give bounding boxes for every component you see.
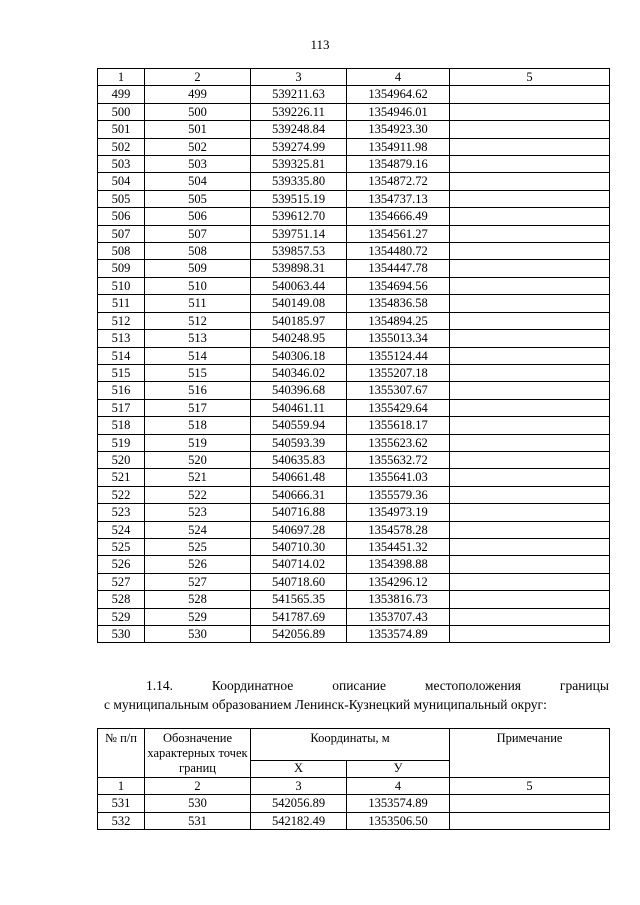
table-cell: 539211.63 bbox=[251, 86, 347, 103]
table-cell: 513 bbox=[145, 330, 251, 347]
table-cell: 540396.68 bbox=[251, 382, 347, 399]
table-cell: 499 bbox=[145, 86, 251, 103]
table-row bbox=[98, 626, 610, 643]
column-number: 1 bbox=[98, 778, 145, 795]
table-cell: 517 bbox=[145, 399, 251, 416]
table-cell: 539248.84 bbox=[251, 121, 347, 138]
table-cell: 502 bbox=[98, 138, 145, 155]
table-cell: 506 bbox=[98, 208, 145, 225]
table-cell: 539335.80 bbox=[251, 173, 347, 190]
table-row bbox=[98, 225, 610, 242]
table-cell: 508 bbox=[145, 243, 251, 260]
table-cell: 539898.31 bbox=[251, 260, 347, 277]
section-word: Координатное bbox=[211, 678, 294, 693]
table-cell: 542056.89 bbox=[251, 795, 347, 812]
table-cell bbox=[450, 504, 610, 521]
table-cell: 532 bbox=[98, 812, 145, 829]
header-coordinates: Координаты, м bbox=[251, 729, 450, 761]
table-cell: 502 bbox=[145, 138, 251, 155]
coordinates-table bbox=[97, 68, 610, 643]
table-cell bbox=[450, 538, 610, 555]
table-cell: 1353707.43 bbox=[347, 608, 450, 625]
table-cell: 503 bbox=[145, 156, 251, 173]
table-cell bbox=[450, 795, 610, 812]
section-word: описание bbox=[332, 678, 387, 693]
table-cell: 513 bbox=[98, 330, 145, 347]
table-cell: 1354923.30 bbox=[347, 121, 450, 138]
table-cell: 510 bbox=[145, 277, 251, 294]
section-title bbox=[104, 676, 609, 714]
table-cell: 525 bbox=[145, 538, 251, 555]
table-row bbox=[98, 330, 610, 347]
table-cell: 1354737.13 bbox=[347, 190, 450, 207]
table-cell bbox=[450, 486, 610, 503]
table-row bbox=[98, 208, 610, 225]
boundary-table bbox=[97, 728, 610, 830]
table-cell: 1355207.18 bbox=[347, 364, 450, 381]
table-row bbox=[98, 399, 610, 416]
table-row bbox=[98, 347, 610, 364]
table-cell: 527 bbox=[145, 573, 251, 590]
table-cell: 540716.88 bbox=[251, 504, 347, 521]
table-cell: 521 bbox=[145, 469, 251, 486]
table-cell bbox=[450, 451, 610, 468]
table-cell: 1354694.56 bbox=[347, 277, 450, 294]
table-cell bbox=[450, 434, 610, 451]
table-cell: 507 bbox=[98, 225, 145, 242]
table-cell bbox=[450, 417, 610, 434]
table-cell bbox=[450, 121, 610, 138]
table-row bbox=[98, 156, 610, 173]
column-number-row bbox=[98, 778, 610, 795]
column-number: 2 bbox=[145, 778, 251, 795]
table-row bbox=[98, 538, 610, 555]
section-title-line-1 bbox=[104, 676, 609, 695]
table-cell: 540248.95 bbox=[251, 330, 347, 347]
table-cell: 505 bbox=[145, 190, 251, 207]
table-cell bbox=[450, 364, 610, 381]
header-note: Примечание bbox=[450, 729, 610, 778]
table-cell: 515 bbox=[145, 364, 251, 381]
column-number: 2 bbox=[145, 69, 251, 86]
table-row bbox=[98, 812, 610, 829]
table-cell bbox=[450, 330, 610, 347]
table-cell: 1354666.49 bbox=[347, 208, 450, 225]
table-cell: 1355429.64 bbox=[347, 399, 450, 416]
table-cell bbox=[450, 626, 610, 643]
table-row bbox=[98, 486, 610, 503]
table-cell: 499 bbox=[98, 86, 145, 103]
table-cell: 519 bbox=[145, 434, 251, 451]
table-cell bbox=[450, 190, 610, 207]
table-cell: 540346.02 bbox=[251, 364, 347, 381]
table-cell: 1354836.58 bbox=[347, 295, 450, 312]
table-cell: 514 bbox=[98, 347, 145, 364]
table-cell bbox=[450, 573, 610, 590]
table-cell: 540306.18 bbox=[251, 347, 347, 364]
table-row bbox=[98, 521, 610, 538]
table-cell: 540185.97 bbox=[251, 312, 347, 329]
table-cell: 1355124.44 bbox=[347, 347, 450, 364]
table-cell: 530 bbox=[98, 626, 145, 643]
table-cell: 540593.39 bbox=[251, 434, 347, 451]
column-number: 3 bbox=[251, 778, 347, 795]
table-cell: 1354447.78 bbox=[347, 260, 450, 277]
table-row bbox=[98, 190, 610, 207]
table-cell bbox=[450, 556, 610, 573]
column-number: 3 bbox=[251, 69, 347, 86]
table-cell: 1354296.12 bbox=[347, 573, 450, 590]
table-cell: 508 bbox=[98, 243, 145, 260]
table-cell: 522 bbox=[145, 486, 251, 503]
table-cell: 522 bbox=[98, 486, 145, 503]
table-cell: 520 bbox=[98, 451, 145, 468]
table-cell: 507 bbox=[145, 225, 251, 242]
table-row bbox=[98, 434, 610, 451]
column-number: 5 bbox=[450, 778, 610, 795]
table-cell: 1354578.28 bbox=[347, 521, 450, 538]
table-cell: 540149.08 bbox=[251, 295, 347, 312]
table-cell: 528 bbox=[98, 591, 145, 608]
table-cell: 540718.60 bbox=[251, 573, 347, 590]
table-row bbox=[98, 504, 610, 521]
table-row bbox=[98, 277, 610, 294]
table-cell: 541565.35 bbox=[251, 591, 347, 608]
table-cell: 510 bbox=[98, 277, 145, 294]
table-cell bbox=[450, 608, 610, 625]
table-cell: 518 bbox=[145, 417, 251, 434]
table-cell: 539857.53 bbox=[251, 243, 347, 260]
table-cell: 1354911.98 bbox=[347, 138, 450, 155]
table-cell: 1355618.17 bbox=[347, 417, 450, 434]
table-cell: 1355632.72 bbox=[347, 451, 450, 468]
table-cell: 540714.02 bbox=[251, 556, 347, 573]
table-cell: 1355623.62 bbox=[347, 434, 450, 451]
table-cell: 524 bbox=[145, 521, 251, 538]
column-number: 1 bbox=[98, 69, 145, 86]
table-cell: 524 bbox=[98, 521, 145, 538]
table-cell bbox=[450, 138, 610, 155]
table-cell bbox=[450, 591, 610, 608]
table-row bbox=[98, 382, 610, 399]
table-cell: 518 bbox=[98, 417, 145, 434]
table-cell: 1353574.89 bbox=[347, 795, 450, 812]
table-cell: 517 bbox=[98, 399, 145, 416]
table-cell: 501 bbox=[145, 121, 251, 138]
table-cell bbox=[450, 277, 610, 294]
table-row bbox=[98, 260, 610, 277]
table-cell bbox=[450, 812, 610, 829]
section-word: местоположения bbox=[424, 678, 522, 693]
table-cell: 1354561.27 bbox=[347, 225, 450, 242]
table-cell bbox=[450, 225, 610, 242]
table-cell: 515 bbox=[98, 364, 145, 381]
table-cell: 1354964.62 bbox=[347, 86, 450, 103]
table-cell: 505 bbox=[98, 190, 145, 207]
table-cell: 509 bbox=[145, 260, 251, 277]
table-cell: 501 bbox=[98, 121, 145, 138]
table-row bbox=[98, 103, 610, 120]
table-cell: 540461.11 bbox=[251, 399, 347, 416]
table-cell: 1355307.67 bbox=[347, 382, 450, 399]
table-cell: 1354894.25 bbox=[347, 312, 450, 329]
column-number: 4 bbox=[347, 778, 450, 795]
table-cell: 539515.19 bbox=[251, 190, 347, 207]
table-row bbox=[98, 417, 610, 434]
table-row bbox=[98, 86, 610, 103]
table-cell: 529 bbox=[145, 608, 251, 625]
table-row bbox=[98, 451, 610, 468]
table-cell: 540661.48 bbox=[251, 469, 347, 486]
table-cell bbox=[450, 260, 610, 277]
table-cell: 1353574.89 bbox=[347, 626, 450, 643]
table-row bbox=[98, 573, 610, 590]
table-row bbox=[98, 795, 610, 812]
header-x: X bbox=[251, 760, 347, 777]
table-row bbox=[98, 295, 610, 312]
table-cell: 504 bbox=[145, 173, 251, 190]
table-cell bbox=[450, 295, 610, 312]
table-cell bbox=[450, 86, 610, 103]
table-row bbox=[98, 138, 610, 155]
table-cell: 539751.14 bbox=[251, 225, 347, 242]
table-cell: 540666.31 bbox=[251, 486, 347, 503]
table-cell: 1354451.32 bbox=[347, 538, 450, 555]
table-cell: 511 bbox=[98, 295, 145, 312]
table-cell: 540710.30 bbox=[251, 538, 347, 555]
table-cell: 1354480.72 bbox=[347, 243, 450, 260]
table-cell: 540063.44 bbox=[251, 277, 347, 294]
table-cell: 530 bbox=[145, 626, 251, 643]
table-cell: 1354398.88 bbox=[347, 556, 450, 573]
table-row bbox=[98, 364, 610, 381]
table-cell bbox=[450, 208, 610, 225]
table-cell: 542056.89 bbox=[251, 626, 347, 643]
table-cell: 528 bbox=[145, 591, 251, 608]
header-number: № п/п bbox=[98, 729, 145, 778]
table-row bbox=[98, 173, 610, 190]
table-cell: 514 bbox=[145, 347, 251, 364]
table-cell: 539226.11 bbox=[251, 103, 347, 120]
table-cell: 531 bbox=[145, 812, 251, 829]
table-cell: 523 bbox=[145, 504, 251, 521]
table-cell: 500 bbox=[145, 103, 251, 120]
table-cell: 540559.94 bbox=[251, 417, 347, 434]
table-cell: 512 bbox=[145, 312, 251, 329]
table-cell bbox=[450, 243, 610, 260]
table-cell: 1354879.16 bbox=[347, 156, 450, 173]
section-title-line-2: с муниципальным образованием Ленинск-Кузнецкий муниципальный округ: bbox=[104, 697, 547, 712]
table-cell: 525 bbox=[98, 538, 145, 555]
table-cell: 1355641.03 bbox=[347, 469, 450, 486]
table-cell: 540697.28 bbox=[251, 521, 347, 538]
table-cell: 516 bbox=[98, 382, 145, 399]
table-row bbox=[98, 469, 610, 486]
table-cell: 539274.99 bbox=[251, 138, 347, 155]
table-cell: 539325.81 bbox=[251, 156, 347, 173]
table-cell bbox=[450, 173, 610, 190]
header-row bbox=[98, 729, 610, 761]
section-number: 1.14. bbox=[146, 678, 173, 693]
table-cell bbox=[450, 469, 610, 486]
column-number-row bbox=[98, 69, 610, 86]
table-cell: 504 bbox=[98, 173, 145, 190]
table-row bbox=[98, 591, 610, 608]
table-cell: 531 bbox=[98, 795, 145, 812]
header-y: У bbox=[347, 760, 450, 777]
table-cell: 1353506.50 bbox=[347, 812, 450, 829]
table-cell: 520 bbox=[145, 451, 251, 468]
table-cell: 1354872.72 bbox=[347, 173, 450, 190]
table-cell: 521 bbox=[98, 469, 145, 486]
table-cell bbox=[450, 312, 610, 329]
table-cell bbox=[450, 156, 610, 173]
column-number: 5 bbox=[450, 69, 610, 86]
table-row bbox=[98, 243, 610, 260]
table-cell: 1354946.01 bbox=[347, 103, 450, 120]
table-cell: 542182.49 bbox=[251, 812, 347, 829]
table-cell bbox=[450, 382, 610, 399]
table-cell: 523 bbox=[98, 504, 145, 521]
table-cell: 541787.69 bbox=[251, 608, 347, 625]
table-cell bbox=[450, 103, 610, 120]
table-row bbox=[98, 556, 610, 573]
table-cell bbox=[450, 347, 610, 364]
table-cell: 1354973.19 bbox=[347, 504, 450, 521]
table-cell: 527 bbox=[98, 573, 145, 590]
table-cell: 509 bbox=[98, 260, 145, 277]
table-cell: 529 bbox=[98, 608, 145, 625]
table-cell: 540635.83 bbox=[251, 451, 347, 468]
table-cell: 511 bbox=[145, 295, 251, 312]
table-cell: 1355013.34 bbox=[347, 330, 450, 347]
table-cell: 526 bbox=[145, 556, 251, 573]
table-cell: 526 bbox=[98, 556, 145, 573]
section-word: границы bbox=[559, 678, 609, 693]
table-cell: 539612.70 bbox=[251, 208, 347, 225]
table-cell: 503 bbox=[98, 156, 145, 173]
header-point-designation: Обозначение характерных точек границ bbox=[145, 729, 251, 778]
table-cell: 519 bbox=[98, 434, 145, 451]
table-cell: 1353816.73 bbox=[347, 591, 450, 608]
column-number: 4 bbox=[347, 69, 450, 86]
table-cell: 512 bbox=[98, 312, 145, 329]
table-cell: 1355579.36 bbox=[347, 486, 450, 503]
table-cell bbox=[450, 521, 610, 538]
table-cell: 530 bbox=[145, 795, 251, 812]
table-cell: 500 bbox=[98, 103, 145, 120]
page-number: 113 bbox=[310, 37, 330, 52]
table-row bbox=[98, 312, 610, 329]
table-cell: 516 bbox=[145, 382, 251, 399]
table-cell: 506 bbox=[145, 208, 251, 225]
table-row bbox=[98, 608, 610, 625]
table-row bbox=[98, 121, 610, 138]
table-cell bbox=[450, 399, 610, 416]
